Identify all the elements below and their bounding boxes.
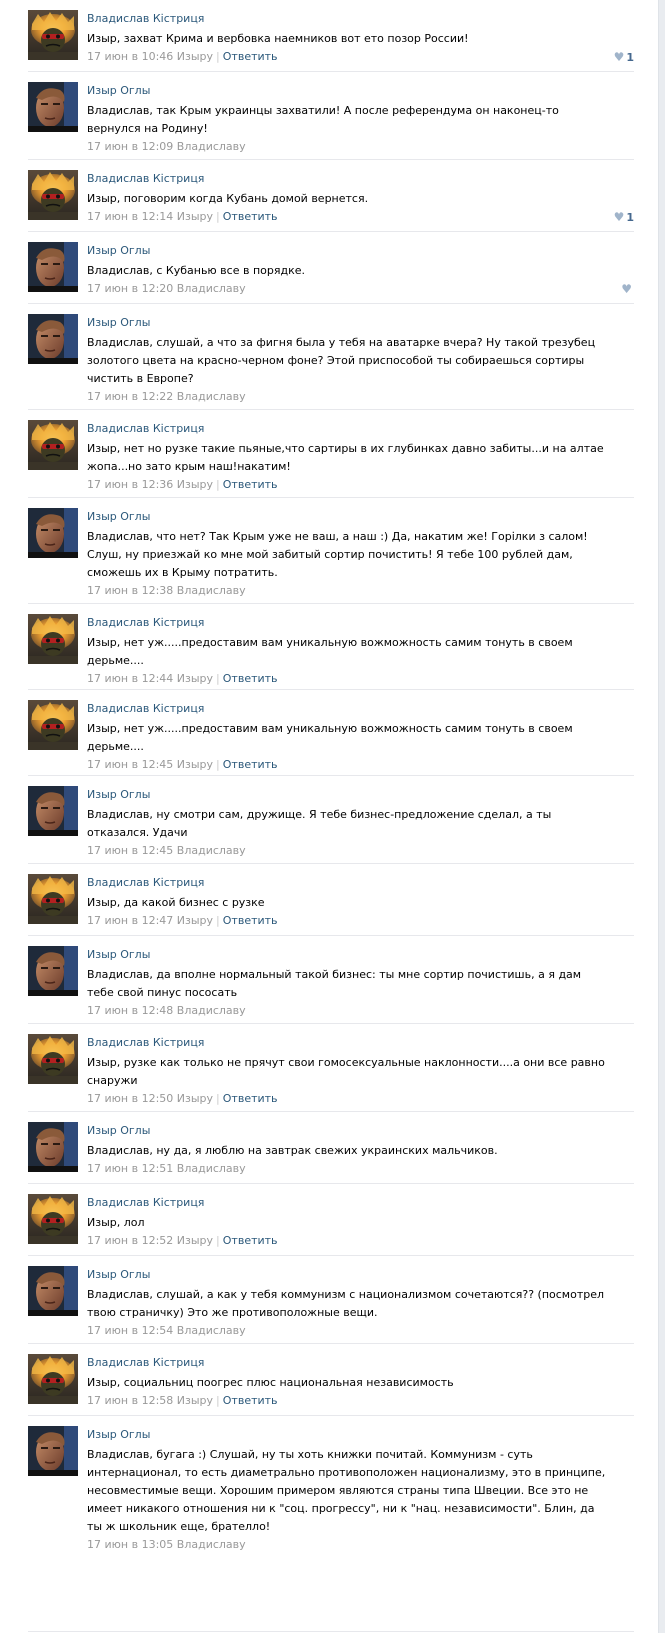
comment-author-link[interactable]: Изыр Оглы xyxy=(87,1268,151,1281)
reply-button[interactable]: Ответить xyxy=(222,672,278,685)
comment-item xyxy=(28,604,634,690)
comment-recipient: Изыру xyxy=(176,914,214,927)
comment-meta xyxy=(87,844,246,857)
comment-author-link[interactable]: Владислав Кістриця xyxy=(87,702,205,715)
avatar[interactable] xyxy=(28,10,78,60)
avatar[interactable] xyxy=(28,1426,78,1476)
comment-item xyxy=(28,1344,634,1416)
comment-meta xyxy=(87,478,278,491)
avatar[interactable] xyxy=(28,1354,78,1404)
comment-date[interactable]: 17 июн в 12:58 xyxy=(87,1394,174,1407)
comment-text: Изыр, поговорим когда Кубань домой вернется. xyxy=(87,192,369,205)
comment-meta xyxy=(87,1324,246,1337)
comment-text: Владислав, да вполне нормальный такой бизнес: ты мне сортир почистишь, а я дам тебе свой пинус пососать xyxy=(87,968,582,999)
comment-date[interactable]: 17 июн в 12:36 xyxy=(87,478,174,491)
meta-divider: | xyxy=(216,672,220,685)
avatar-izyr xyxy=(28,786,78,836)
comment-item xyxy=(28,936,634,1024)
comment-author-link[interactable]: Владислав Кістриця xyxy=(87,12,205,25)
comment-author-link[interactable]: Изыр Оглы xyxy=(87,510,151,523)
avatar[interactable] xyxy=(28,1034,78,1084)
comment-author-link[interactable]: Изыр Оглы xyxy=(87,1124,151,1137)
avatar-vladyslav xyxy=(28,1034,78,1084)
comment-meta xyxy=(87,584,246,597)
avatar-izyr xyxy=(28,946,78,996)
comment-text: Изыр, захват Крима и вербовка наемников вот ето позор России! xyxy=(87,32,469,45)
reply-button[interactable]: Ответить xyxy=(222,1092,278,1105)
avatar-vladyslav xyxy=(28,170,78,220)
comment-meta xyxy=(87,140,246,153)
avatar-izyr xyxy=(28,82,78,132)
comment-recipient: Владиславу xyxy=(176,1324,246,1337)
comment-item xyxy=(28,0,634,72)
heart-icon: ♥ xyxy=(621,282,632,296)
avatar[interactable] xyxy=(28,1122,78,1172)
comment-recipient: Владиславу xyxy=(176,282,246,295)
comment-date[interactable]: 17 июн в 12:45 xyxy=(87,758,174,771)
avatar[interactable] xyxy=(28,420,78,470)
like-button[interactable] xyxy=(614,210,634,224)
comment-item xyxy=(28,160,634,232)
comment-item xyxy=(28,1112,634,1184)
comment-author-link[interactable]: Изыр Оглы xyxy=(87,244,151,257)
avatar-izyr xyxy=(28,508,78,558)
comment-item xyxy=(28,1184,634,1256)
comment-author-link[interactable]: Владислав Кістриця xyxy=(87,616,205,629)
comment-author-link[interactable]: Владислав Кістриця xyxy=(87,1356,205,1369)
comment-recipient: Владиславу xyxy=(176,1004,246,1017)
comment-date[interactable]: 17 июн в 12:38 xyxy=(87,584,174,597)
heart-icon: ♥ xyxy=(613,50,625,64)
comment-meta xyxy=(87,672,278,685)
avatar-izyr xyxy=(28,1122,78,1172)
comment-meta xyxy=(87,1394,278,1407)
reply-button[interactable]: Ответить xyxy=(222,210,278,223)
avatar[interactable] xyxy=(28,242,78,292)
comment-author-link[interactable]: Владислав Кістриця xyxy=(87,1036,205,1049)
avatar-vladyslav xyxy=(28,614,78,664)
comment-item xyxy=(28,864,634,936)
comment-item xyxy=(28,776,634,864)
comment-author-link[interactable]: Владислав Кістриця xyxy=(87,1196,205,1209)
comment-text: Владислав, бугага :) Слушай, ну ты хоть книжки почитай. Коммунизм - суть интернационал, то есть диаметрально противоположен национализму, это в принципе, несовместимые вещи. Хорошим примером являются страны типа Швеции. Все это не имеет никакого отношения ни к "соц. прогрессу", ни к "нац. независимости". Блин, да ты ж школьник еще, брателло! xyxy=(87,1448,606,1533)
reply-button[interactable]: Ответить xyxy=(222,50,278,63)
avatar-vladyslav xyxy=(28,1194,78,1244)
comment-recipient: Владиславу xyxy=(176,140,246,153)
comment-recipient: Владиславу xyxy=(176,1538,246,1551)
avatar-vladyslav xyxy=(28,874,78,924)
avatar-vladyslav xyxy=(28,700,78,750)
comment-text: Владислав, слушай, а что за фигня была у тебя на аватарке вчера? Ну такой трезубец золотого цвета на красно-черном фоне? Этой приспособой ты собираешься сортиры чистить в Европе? xyxy=(87,336,596,385)
like-button[interactable] xyxy=(614,50,634,64)
avatar[interactable] xyxy=(28,314,78,364)
like-count: 1 xyxy=(626,51,634,64)
comment-recipient: Изыру xyxy=(176,672,214,685)
avatar-izyr xyxy=(28,1266,78,1316)
comment-recipient: Владиславу xyxy=(176,584,246,597)
comment-date[interactable]: 17 июн в 12:22 xyxy=(87,390,174,403)
comment-meta xyxy=(87,758,278,771)
comment-item xyxy=(28,1024,634,1112)
avatar[interactable] xyxy=(28,946,78,996)
comment-date[interactable]: 17 июн в 12:44 xyxy=(87,672,174,685)
comment-item xyxy=(28,1256,634,1344)
comment-text: Владислав, слушай, а как у тебя коммунизм с национализмом сочетаются?? (посмотрел твою страничку) Это же противоположные вещи. xyxy=(87,1288,605,1319)
avatar[interactable] xyxy=(28,82,78,132)
avatar-vladyslav xyxy=(28,10,78,60)
comment-meta xyxy=(87,50,278,63)
comment-author-link[interactable]: Изыр Оглы xyxy=(87,1428,151,1441)
comment-text: Изыр, рузке как только не прячут свои гомосексуальные наклонности....а они все равно снаружи xyxy=(87,1056,605,1087)
comment-recipient: Изыру xyxy=(176,50,214,63)
comment-date[interactable]: 17 июн в 10:46 xyxy=(87,50,174,63)
meta-divider: | xyxy=(216,758,220,771)
comment-date[interactable]: 17 июн в 12:48 xyxy=(87,1004,174,1017)
comment-text: Изыр, нет уж.....предоставим вам уникальную вожможность самим тонуть в своем дерьме.... xyxy=(87,722,573,753)
comment-text: Изыр, социальниц поогрес плюс национальная независимость xyxy=(87,1376,454,1389)
reply-button[interactable]: Ответить xyxy=(222,1394,278,1407)
comment-recipient: Изыру xyxy=(176,1394,214,1407)
comment-meta xyxy=(87,1092,278,1105)
comment-recipient: Изыру xyxy=(176,478,214,491)
comment-text: Владислав, ну да, я люблю на завтрак свежих украинских мальчиков. xyxy=(87,1144,498,1157)
comment-meta xyxy=(87,282,246,295)
comment-text: Владислав, ну смотри сам, дружище. Я тебе бизнес-предложение сделал, а ты отказался. Удачи xyxy=(87,808,552,839)
meta-divider: | xyxy=(216,1092,220,1105)
comment-item xyxy=(28,498,634,604)
comment-meta xyxy=(87,914,278,927)
avatar[interactable] xyxy=(28,700,78,750)
comment-author-link[interactable]: Изыр Оглы xyxy=(87,84,151,97)
comment-meta xyxy=(87,1234,278,1247)
comment-date[interactable]: 17 июн в 12:20 xyxy=(87,282,174,295)
meta-divider: | xyxy=(216,210,220,223)
reply-button[interactable]: Ответить xyxy=(222,914,278,927)
comment-item xyxy=(28,690,634,776)
comment-meta xyxy=(87,210,278,223)
comment-item xyxy=(28,304,634,410)
comment-meta xyxy=(87,1004,246,1017)
avatar[interactable] xyxy=(28,874,78,924)
avatar[interactable] xyxy=(28,1194,78,1244)
comment-author-link[interactable]: Владислав Кістриця xyxy=(87,422,205,435)
avatar-izyr xyxy=(28,242,78,292)
comment-item xyxy=(28,410,634,498)
comment-meta xyxy=(87,1538,246,1551)
meta-divider: | xyxy=(216,914,220,927)
reply-button[interactable]: Ответить xyxy=(222,478,278,491)
comment-date[interactable]: 17 июн в 12:54 xyxy=(87,1324,174,1337)
avatar-izyr xyxy=(28,314,78,364)
avatar[interactable] xyxy=(28,1266,78,1316)
comment-text: Изыр, нет уж.....предоставим вам уникальную вожможность самим тонуть в своем дерьме.... xyxy=(87,636,573,667)
comment-text: Изыр, нет но рузке такие пьяные,что сартиры в их глубинках давно забиты...и на алтае жопа...но зато крым наш!накатим! xyxy=(87,442,604,473)
avatar[interactable] xyxy=(28,614,78,664)
comment-date[interactable]: 17 июн в 12:14 xyxy=(87,210,174,223)
avatar-izyr xyxy=(28,1426,78,1476)
like-count: 1 xyxy=(626,211,634,224)
meta-divider: | xyxy=(216,1394,220,1407)
comment-recipient: Владиславу xyxy=(176,390,246,403)
meta-divider: | xyxy=(216,478,220,491)
comment-item xyxy=(28,232,634,304)
comment-author-link[interactable]: Изыр Оглы xyxy=(87,948,151,961)
comment-item xyxy=(28,1416,634,1632)
meta-divider: | xyxy=(216,1234,220,1247)
comment-author-link[interactable]: Изыр Оглы xyxy=(87,788,151,801)
comment-recipient: Владиславу xyxy=(176,844,246,857)
comment-item xyxy=(28,72,634,160)
reply-button[interactable]: Ответить xyxy=(222,758,278,771)
comment-recipient: Изыру xyxy=(176,1092,214,1105)
comment-recipient: Изыру xyxy=(176,1234,214,1247)
comment-author-link[interactable]: Владислав Кістриця xyxy=(87,172,205,185)
comment-recipient: Владиславу xyxy=(176,1162,246,1175)
meta-divider: | xyxy=(216,50,220,63)
comment-author-link[interactable]: Изыр Оглы xyxy=(87,316,151,329)
comment-date[interactable]: 17 июн в 12:09 xyxy=(87,140,174,153)
comment-date[interactable]: 17 июн в 12:45 xyxy=(87,844,174,857)
like-button[interactable] xyxy=(621,282,634,296)
page-frame xyxy=(658,0,665,1633)
reply-button[interactable]: Ответить xyxy=(222,1234,278,1247)
comment-date[interactable]: 17 июн в 12:47 xyxy=(87,914,174,927)
comment-author-link[interactable]: Владислав Кістриця xyxy=(87,876,205,889)
comment-meta xyxy=(87,390,246,403)
heart-icon: ♥ xyxy=(613,210,625,224)
comment-meta xyxy=(87,1162,246,1175)
comment-date[interactable]: 17 июн в 12:50 xyxy=(87,1092,174,1105)
avatar[interactable] xyxy=(28,508,78,558)
comment-text: Владислав, с Кубанью все в порядке. xyxy=(87,264,305,277)
comment-text: Владислав, так Крым украинцы захватили! А после референдума он наконец-то вернулся на Родину! xyxy=(87,104,559,135)
comment-text: Изыр, лол xyxy=(87,1216,145,1229)
avatar[interactable] xyxy=(28,786,78,836)
comment-recipient: Изыру xyxy=(176,758,214,771)
avatar[interactable] xyxy=(28,170,78,220)
comment-separator xyxy=(28,1631,634,1632)
avatar-vladyslav xyxy=(28,1354,78,1404)
comment-text: Изыр, да какой бизнес с рузке xyxy=(87,896,265,909)
comment-text: Владислав, что нет? Так Крым уже не ваш, а наш :) Да, накатим же! Горілки з салом! Слуш, ну приезжай ко мне мой забитый сортир почистить! Я тебе 100 рублей дам, сможешь их в Крыму потратить. xyxy=(87,530,588,579)
avatar-vladyslav xyxy=(28,420,78,470)
comment-date[interactable]: 17 июн в 13:05 xyxy=(87,1538,174,1551)
comment-recipient: Изыру xyxy=(176,210,214,223)
comment-date[interactable]: 17 июн в 12:51 xyxy=(87,1162,174,1175)
comment-date[interactable]: 17 июн в 12:52 xyxy=(87,1234,174,1247)
